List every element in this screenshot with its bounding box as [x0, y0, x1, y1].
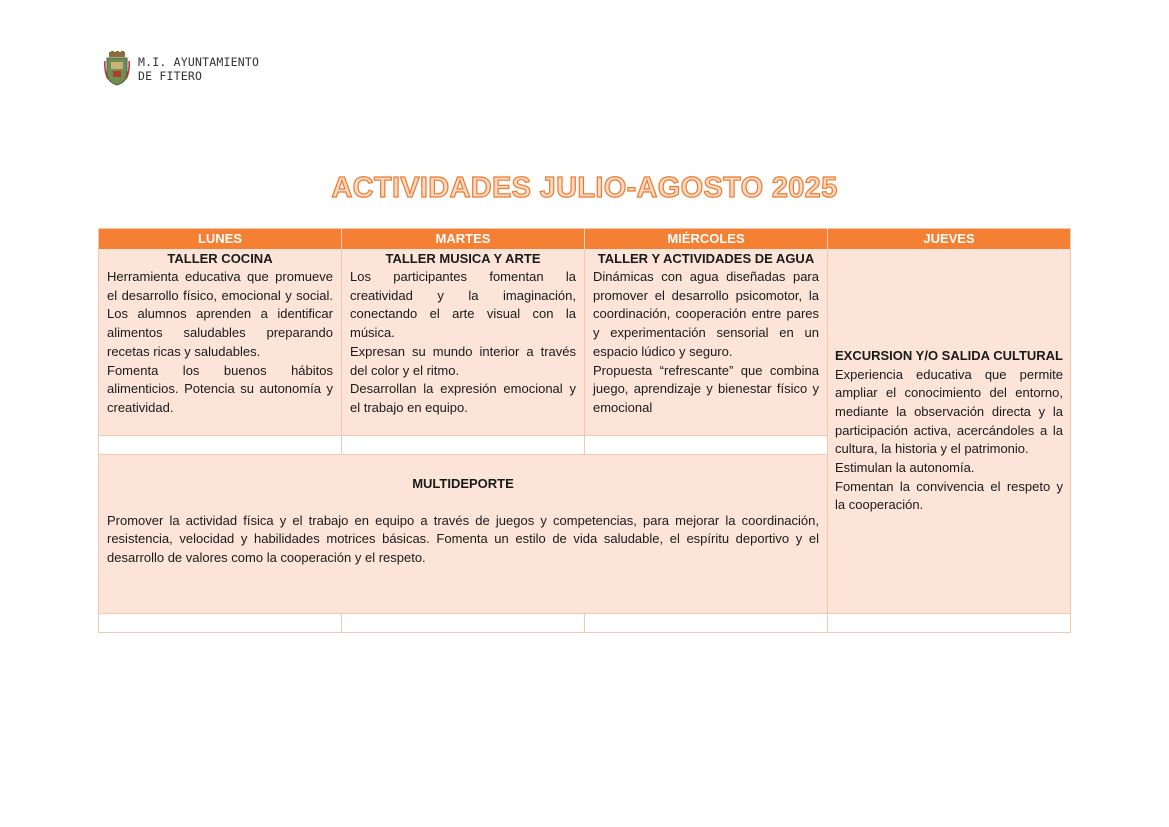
activity-description: Experiencia educativa que permite ampliar el conocimiento del entorno, mediante la observación directa y la participación activa, acercándoles a la cultura, la historia y el patrimonio. — [835, 366, 1063, 457]
logo-line-2: DE FITERO — [138, 69, 203, 83]
activity-title-multideporte: MULTIDEPORTE — [412, 476, 514, 491]
activity-title-cocina: TALLER COCINA — [167, 251, 273, 266]
empty-cell — [99, 614, 342, 633]
day-header-miercoles: MIÉRCOLES — [585, 229, 828, 249]
empty-cell — [585, 436, 828, 455]
activity-description: Fomenta los buenos hábitos alimenticios. Potencia su autonomía y creatividad. — [107, 362, 333, 415]
cell-miercoles — [585, 249, 828, 436]
cell-jueves — [828, 249, 1071, 614]
empty-cell — [828, 614, 1071, 633]
coat-of-arms-icon — [104, 51, 130, 87]
day-header-jueves: JUEVES — [828, 229, 1071, 249]
empty-cell — [585, 614, 828, 633]
activity-description: Dinámicas con agua diseñadas para promover el desarrollo psicomotor, la coordinación, cooperación entre pares y experimentación sensorial en un espacio lúdico y seguro. — [593, 269, 819, 359]
logo-line-1: M.I. AYUNTAMIENTO — [138, 55, 260, 69]
cell-lunes — [99, 249, 342, 436]
empty-cell — [342, 436, 585, 455]
empty-cell — [99, 436, 342, 455]
activity-description: Desarrollan la expresión emocional y el trabajo en equipo. — [350, 381, 576, 415]
empty-cell — [342, 614, 585, 633]
activity-title-agua: TALLER Y ACTIVIDADES DE AGUA — [597, 251, 815, 266]
activity-description: Herramienta educativa que promueve el desarrollo físico, emocional y social. Los alumnos aprenden a identificar alimentos saludables preparando recetas ricas y saludables. — [107, 269, 333, 359]
day-header-martes: MARTES — [342, 229, 585, 249]
activity-title-excursion: EXCURSION Y/O SALIDA CULTURAL — [835, 347, 1063, 363]
activity-description: Promover la actividad física y el trabajo en equipo a través de juegos y competencias, para mejorar la coordinación, resistencia, velocidad y habilidades motrices básicas. Fomenta un estilo de vida saludable, el espíritu deportivo y el desarrollo de valores como la cooperación y el respeto. — [107, 512, 819, 566]
page-title: ACTIVIDADES JULIO-AGOSTO 2025 — [331, 172, 838, 204]
cell-martes — [342, 249, 585, 436]
activity-description: Fomentan la convivencia el respeto y la cooperación. — [835, 478, 1063, 513]
day-header-lunes: LUNES — [99, 229, 342, 249]
activity-description: Estimulan la autonomía. — [835, 460, 975, 476]
municipal-logo — [104, 51, 259, 87]
activity-description: Expresan su mundo interior a través del color y el ritmo. — [350, 343, 576, 378]
activities-table — [98, 228, 1071, 633]
activity-description: Los participantes fomentan la creatividad y la imaginación, conectando el arte visual con la música. — [350, 269, 576, 341]
cell-multideporte — [99, 455, 828, 614]
activity-title-musica-arte: TALLER MUSICA Y ARTE — [385, 251, 541, 266]
activity-description: Propuesta “refrescante” que combina juego, aprendizaje y bienestar físico y emocional — [593, 362, 819, 415]
